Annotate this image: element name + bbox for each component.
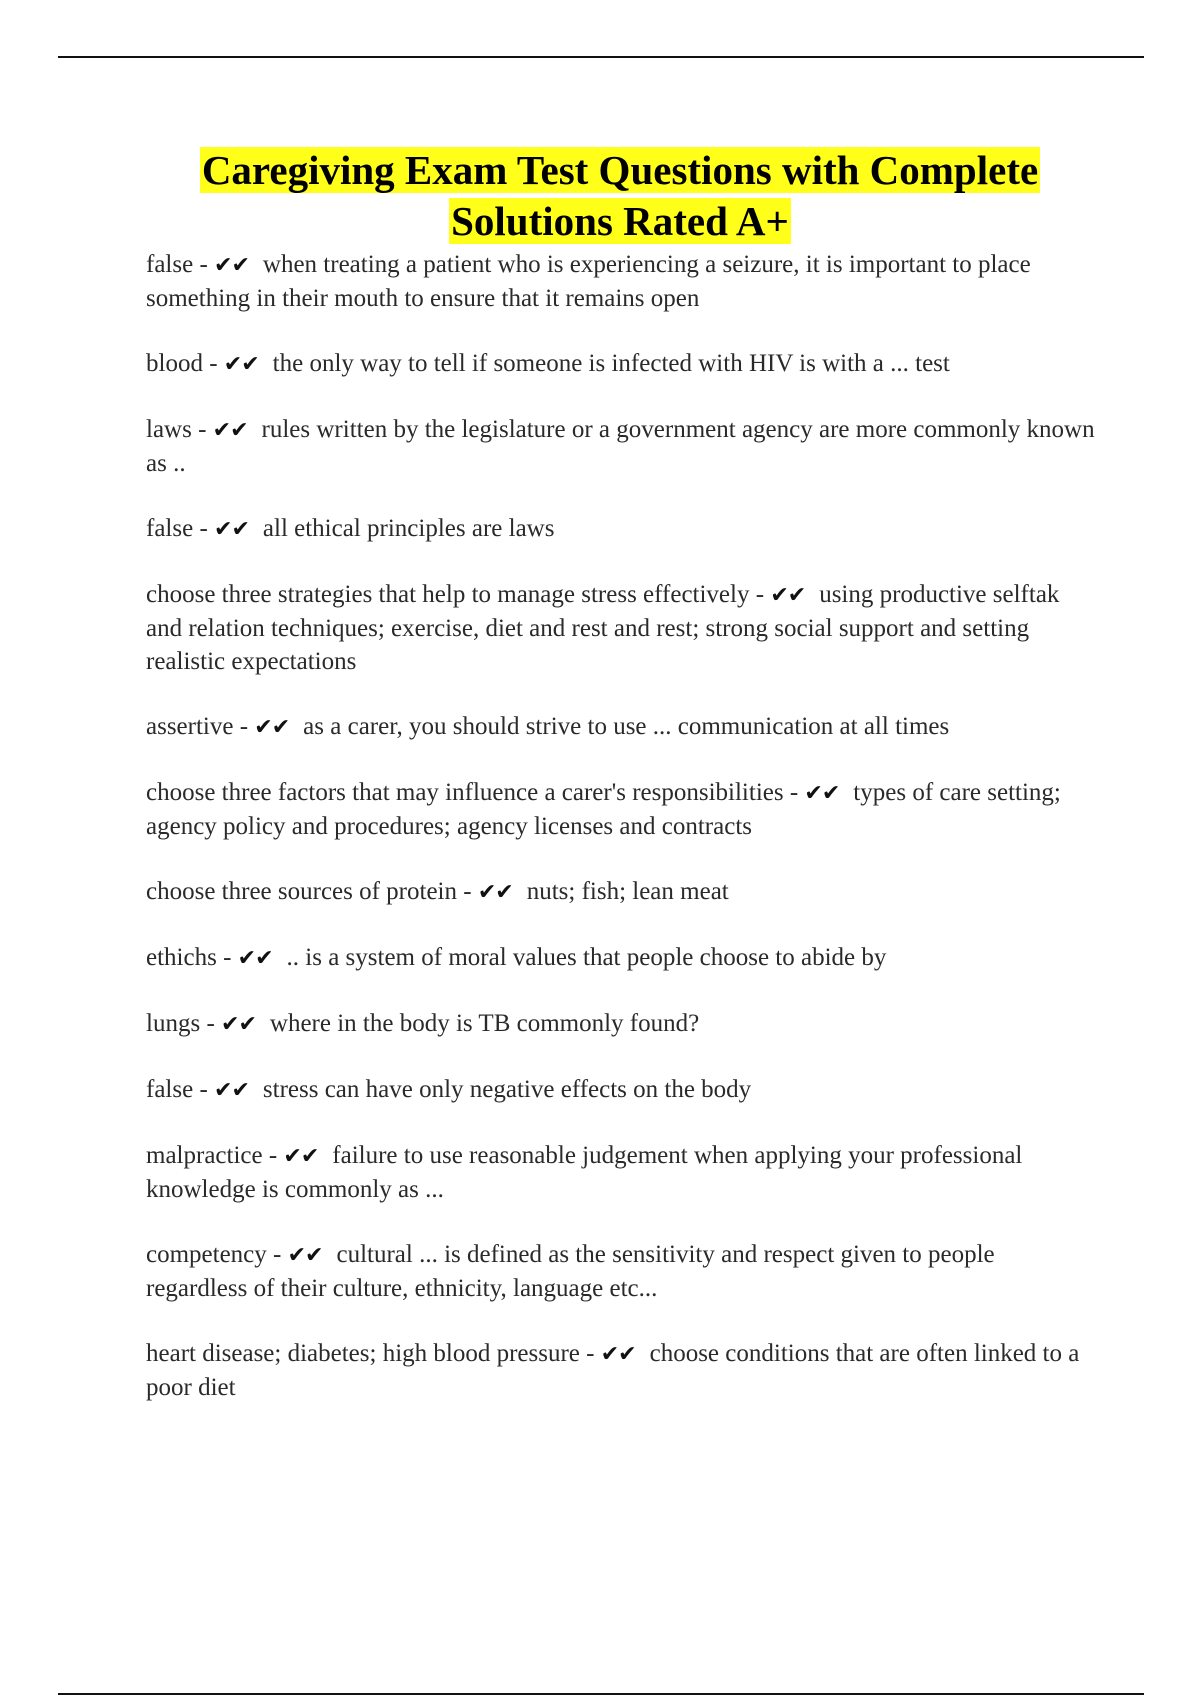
qa-separator: - xyxy=(457,878,478,905)
qa-question: all ethical principles are laws xyxy=(262,515,555,542)
qa-separator: - xyxy=(233,713,255,740)
qa-item xyxy=(146,710,1096,744)
qa-answer: false xyxy=(146,515,194,542)
double-check-icon: ✔✔ xyxy=(804,781,840,806)
qa-item xyxy=(146,941,1096,975)
qa-answer: assertive xyxy=(146,713,234,740)
qa-separator: - xyxy=(200,1010,222,1037)
qa-separator: - xyxy=(216,944,238,971)
double-check-icon: ✔✔ xyxy=(221,1012,256,1037)
qa-separator: - xyxy=(202,350,224,377)
qa-answer: choose three strategies that help to manage stress effectively xyxy=(146,581,750,608)
qa-item xyxy=(146,1139,1096,1206)
double-check-icon: ✔✔ xyxy=(600,1342,636,1367)
qa-item xyxy=(146,1337,1096,1404)
double-check-icon: ✔✔ xyxy=(237,946,273,971)
qa-answer: false xyxy=(146,1076,194,1103)
qa-question: .. is a system of moral values that people choose to abide by xyxy=(286,944,887,971)
double-check-icon: ✔✔ xyxy=(283,1144,319,1169)
qa-question: as a carer, you should strive to use ... communication at all times xyxy=(303,713,950,740)
qa-question: stress can have only negative effects on the body xyxy=(262,1076,752,1103)
qa-question: nuts; fish; lean meat xyxy=(526,878,729,905)
qa-question: failure to use reasonable judgement when applying your professional knowledge is commonly as ... xyxy=(146,1142,1023,1203)
qa-separator: - xyxy=(749,581,771,608)
qa-question: types of care setting; agency policy and procedures; agency licenses and contracts xyxy=(146,779,1061,840)
qa-answer: false xyxy=(146,251,194,278)
qa-item xyxy=(146,875,1096,909)
qa-question: the only way to tell if someone is infected with HIV is with a ... test xyxy=(272,350,950,377)
qa-item xyxy=(146,578,1096,678)
double-check-icon: ✔✔ xyxy=(212,418,248,443)
double-check-icon: ✔✔ xyxy=(287,1243,323,1268)
qa-item xyxy=(146,248,1096,315)
qa-separator: - xyxy=(193,1076,215,1103)
qa-answer: choose three sources of protein xyxy=(146,878,457,905)
bottom-divider xyxy=(58,1693,1144,1695)
title-line-2: Solutions Rated A+ xyxy=(451,198,789,244)
title-line-1: Caregiving Exam Test Questions with Complete xyxy=(201,147,1039,193)
qa-question: cultural ... is defined as the sensitivity and respect given to people regardless of their culture, ethnicity, language etc... xyxy=(146,1241,995,1302)
top-divider xyxy=(58,56,1144,58)
qa-item xyxy=(146,347,1096,381)
qa-separator: - xyxy=(783,779,805,806)
qa-separator: - xyxy=(266,1241,288,1268)
double-check-icon: ✔✔ xyxy=(254,715,290,740)
double-check-icon: ✔✔ xyxy=(214,517,249,542)
qa-answer: lungs xyxy=(146,1010,201,1037)
qa-separator: - xyxy=(193,515,215,542)
qa-answer: malpractice xyxy=(146,1142,263,1169)
qa-item xyxy=(146,413,1096,480)
document-title xyxy=(90,145,1150,247)
double-check-icon: ✔✔ xyxy=(214,253,249,278)
qa-item xyxy=(146,1073,1096,1107)
qa-question: using productive selftak and relation techniques; exercise, diet and rest and rest; strong social support and setting realistic expectations xyxy=(146,581,1060,675)
double-check-icon: ✔✔ xyxy=(214,1078,249,1103)
qa-item xyxy=(146,1238,1096,1305)
qa-question: when treating a patient who is experiencing a seizure, it is important to place something in their mouth to ensure that it remains open xyxy=(146,251,1031,312)
qa-answer: laws xyxy=(146,416,192,443)
qa-answer: heart disease; diabetes; high blood pressure xyxy=(146,1340,580,1367)
qa-item xyxy=(146,512,1096,546)
double-check-icon: ✔✔ xyxy=(223,352,259,377)
qa-item xyxy=(146,1007,1096,1041)
qa-question: choose conditions that are often linked to a poor diet xyxy=(146,1340,1080,1401)
double-check-icon: ✔✔ xyxy=(770,583,806,608)
qa-answer: competency xyxy=(146,1241,267,1268)
qa-answer: ethichs xyxy=(146,944,217,971)
qa-separator: - xyxy=(193,251,215,278)
qa-answer: blood xyxy=(146,350,203,377)
qa-question: where in the body is TB commonly found? xyxy=(269,1010,700,1037)
qa-item xyxy=(146,776,1096,843)
qa-separator: - xyxy=(262,1142,284,1169)
qa-separator: - xyxy=(579,1340,601,1367)
qa-separator: - xyxy=(191,416,213,443)
double-check-icon: ✔✔ xyxy=(477,880,513,905)
qa-question: rules written by the legislature or a government agency are more commonly known as .. xyxy=(146,416,1095,477)
qa-list xyxy=(146,248,1096,1436)
qa-answer: choose three factors that may influence a carer's responsibilities xyxy=(146,779,784,806)
